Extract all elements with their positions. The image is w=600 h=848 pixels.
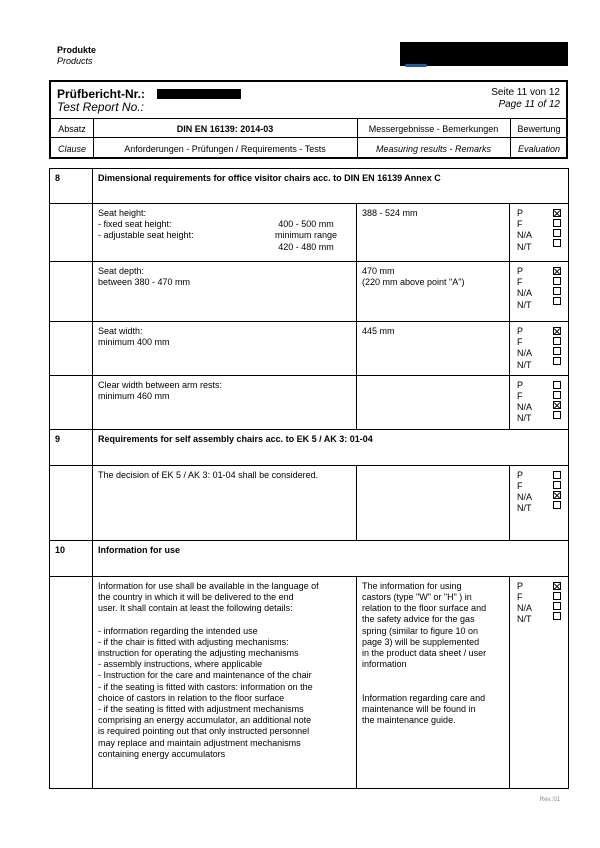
requirement-row xyxy=(50,465,569,540)
evaluation-label: N/A xyxy=(517,348,533,359)
evaluation-group xyxy=(515,266,563,311)
evaluation-checkboxes xyxy=(553,470,563,515)
report-number-label-de: Prüfbericht-Nr.: xyxy=(57,87,146,101)
section-number: 9 xyxy=(50,429,93,465)
section-title: Information for use xyxy=(93,540,569,576)
requirement-cell xyxy=(93,262,357,322)
empty-clause-cell xyxy=(50,465,93,540)
evaluation-label: F xyxy=(517,219,523,230)
empty-box-icon[interactable] xyxy=(553,481,561,489)
col-clause: Clause xyxy=(57,144,86,154)
evaluation-labels xyxy=(517,326,532,371)
empty-box-icon[interactable] xyxy=(553,602,561,610)
requirement-row xyxy=(50,375,569,429)
evaluation-checkboxes xyxy=(553,266,563,311)
empty-box-icon[interactable] xyxy=(553,357,561,365)
report-number-label-en: Test Report No.: xyxy=(57,100,144,114)
empty-box-icon[interactable] xyxy=(553,381,561,389)
redacted-logo xyxy=(400,42,568,66)
requirement-row xyxy=(50,204,569,262)
empty-box-icon[interactable] xyxy=(553,471,561,479)
empty-box-icon[interactable] xyxy=(553,411,561,419)
evaluation-label: N/T xyxy=(517,359,532,370)
empty-box-icon[interactable] xyxy=(553,239,561,247)
evaluation-checkboxes xyxy=(553,581,563,626)
measurement-result: 470 mm (220 mm above point "A") xyxy=(362,266,465,288)
evaluation-label: N/T xyxy=(517,413,532,424)
empty-clause-cell xyxy=(50,322,93,376)
evaluation-label: F xyxy=(517,480,523,491)
evaluation-label: N/T xyxy=(517,503,532,514)
report-header xyxy=(49,80,568,159)
checked-box-icon[interactable] xyxy=(553,267,561,275)
empty-clause-cell xyxy=(50,576,93,788)
section-header-row xyxy=(50,429,569,465)
evaluation-label: N/T xyxy=(517,299,532,310)
requirement-row xyxy=(50,576,569,788)
requirement-cell xyxy=(93,322,357,376)
requirement-line xyxy=(98,242,351,253)
measurement-result: The information for using castors (type "W" or "H" ) in relation to the floor surface and the safety advice for the gas spring (similar to figure 10 on page 3) will be supplemented in the product data sheet / user information Information regarding care and maintenance will be found in the maintenance guide. xyxy=(362,580,487,726)
col-mess: Messergebnisse - Bemerkungen xyxy=(368,124,499,134)
requirement-cell xyxy=(93,375,357,429)
evaluation-label: N/A xyxy=(517,402,533,413)
page-number-en: Page 11 of 12 xyxy=(498,99,560,110)
section-title: Requirements for self assembly chairs acc. to EK 5 / AK 3: 01-04 xyxy=(93,429,569,465)
evaluation-label: F xyxy=(517,591,523,602)
requirement-text: minimum 460 mm xyxy=(98,390,170,401)
result-cell xyxy=(357,465,510,540)
measurement-result: 388 - 524 mm xyxy=(362,208,418,218)
measurement-result: 445 mm xyxy=(362,326,395,336)
empty-box-icon[interactable] xyxy=(553,391,561,399)
evaluation-cell xyxy=(510,375,569,429)
evaluation-labels xyxy=(517,380,532,425)
evaluation-group xyxy=(515,380,563,425)
requirement-title: Seat height: xyxy=(98,208,147,218)
evaluation-cell xyxy=(510,465,569,540)
empty-clause-cell xyxy=(50,204,93,262)
requirement-row xyxy=(50,322,569,376)
evaluation-cell xyxy=(510,322,569,376)
requirement-title: Seat depth: xyxy=(98,266,145,276)
evaluation-label: F xyxy=(517,390,523,401)
evaluation-label: N/T xyxy=(517,614,532,625)
empty-box-icon[interactable] xyxy=(553,229,561,237)
logo-accent xyxy=(405,64,427,67)
requirement-label: - fixed seat height: xyxy=(98,219,172,230)
evaluation-label: P xyxy=(517,266,524,276)
evaluation-labels xyxy=(517,266,532,311)
col-standard: DIN EN 16139: 2014-03 xyxy=(176,124,274,134)
evaluation-label: N/A xyxy=(517,230,533,241)
result-cell xyxy=(357,322,510,376)
evaluation-labels xyxy=(517,581,532,626)
evaluation-label: P xyxy=(517,208,524,218)
result-cell xyxy=(357,576,510,788)
col-measuring: Measuring results - Remarks xyxy=(375,144,492,154)
empty-box-icon[interactable] xyxy=(553,501,561,509)
requirement-value: 420 - 480 mm xyxy=(278,241,334,252)
requirement-cell xyxy=(93,576,357,788)
col-absatz: Absatz xyxy=(58,124,86,134)
requirement-title: Clear width between arm rests: xyxy=(98,379,223,390)
col-requirements: Anforderungen - Prüfungen / Requirements - Tests xyxy=(124,144,326,154)
evaluation-label: P xyxy=(517,379,524,390)
empty-box-icon[interactable] xyxy=(553,287,561,295)
requirement-label: - adjustable seat height: xyxy=(98,230,194,241)
evaluation-labels xyxy=(517,208,532,253)
evaluation-cell xyxy=(510,204,569,262)
section-header-row xyxy=(50,169,569,204)
checked-box-icon[interactable] xyxy=(553,327,561,335)
evaluation-group xyxy=(515,470,563,515)
evaluation-group xyxy=(515,581,563,626)
checked-box-icon[interactable] xyxy=(553,582,561,590)
evaluation-checkboxes xyxy=(553,208,563,253)
result-cell xyxy=(357,262,510,322)
requirement-line xyxy=(98,230,351,241)
requirement-text: between 380 - 470 mm xyxy=(98,277,191,288)
requirement-text: minimum 400 mm xyxy=(98,337,170,348)
empty-box-icon[interactable] xyxy=(553,337,561,345)
checked-box-icon[interactable] xyxy=(553,401,561,409)
checked-box-icon[interactable] xyxy=(553,209,561,217)
requirement-title: Information for use shall be available in the language of the country in which it will be delivered to the end user. It shall contain at least the following details: - information regarding the intended use - if the chair is fitted with adjusting mechanisms: instruction for operating the adjusting mechanisms - assembly instructions, where applicable - Instruction for the care and maintenance of the chair - if the seating is fitted with castors: information on the choice of castors in relation to the floor surface - if the seating is fitted with adjustment mechanisms comprising an energy accumulator, an additional note is required pointing out that only instructed personnel may replace and maintain adjustment mechanisms containing energy accumulators xyxy=(98,580,319,759)
requirement-title: Seat width: xyxy=(98,326,143,336)
evaluation-label: P xyxy=(517,580,524,591)
products-de: Produkte xyxy=(57,45,97,55)
result-cell xyxy=(357,204,510,262)
products-label xyxy=(57,45,96,67)
col-bewertung: Bewertung xyxy=(517,124,561,134)
empty-box-icon[interactable] xyxy=(553,277,561,285)
test-results-table xyxy=(49,168,569,789)
redacted-mark xyxy=(213,97,221,98)
empty-clause-cell xyxy=(50,375,93,429)
products-en: Products xyxy=(57,56,93,66)
result-cell xyxy=(357,375,510,429)
requirement-cell xyxy=(93,465,357,540)
requirement-row xyxy=(50,262,569,322)
evaluation-label: N/T xyxy=(517,241,532,252)
requirement-title: The decision of EK 5 / AK 3: 01-04 shall be considered. xyxy=(98,469,319,480)
evaluation-label: P xyxy=(517,326,524,336)
requirement-value: 400 - 500 mm xyxy=(278,219,334,230)
empty-box-icon[interactable] xyxy=(553,612,561,620)
section-title: Dimensional requirements for office visitor chairs acc. to DIN EN 16139 Annex C xyxy=(93,169,569,204)
evaluation-cell xyxy=(510,576,569,788)
evaluation-label: P xyxy=(517,469,524,480)
evaluation-label: F xyxy=(517,337,523,348)
header-divider xyxy=(51,118,566,119)
evaluation-label: N/A xyxy=(517,492,533,503)
evaluation-label: F xyxy=(517,277,523,288)
empty-box-icon[interactable] xyxy=(553,347,561,355)
evaluation-checkboxes xyxy=(553,326,563,371)
empty-clause-cell xyxy=(50,262,93,322)
requirement-cell xyxy=(93,204,357,262)
requirement-line xyxy=(98,219,351,230)
empty-box-icon[interactable] xyxy=(553,592,561,600)
evaluation-cell xyxy=(510,262,569,322)
evaluation-label: N/A xyxy=(517,603,533,614)
checked-box-icon[interactable] xyxy=(553,491,561,499)
requirement-value: minimum range xyxy=(274,230,338,241)
redacted-report-number xyxy=(157,89,241,99)
header-row-divider xyxy=(51,137,566,138)
section-header-row xyxy=(50,540,569,576)
empty-box-icon[interactable] xyxy=(553,297,561,305)
evaluation-group xyxy=(515,208,563,253)
page-number-de: Seite 11 von 12 xyxy=(491,87,560,98)
evaluation-labels xyxy=(517,470,532,515)
empty-box-icon[interactable] xyxy=(553,219,561,227)
section-number: 10 xyxy=(50,540,93,576)
section-number: 8 xyxy=(50,169,93,204)
evaluation-label: N/A xyxy=(517,288,533,299)
revision-label: Rev.:01 xyxy=(539,797,560,803)
col-evaluation: Evaluation xyxy=(517,144,561,154)
evaluation-group xyxy=(515,326,563,371)
evaluation-checkboxes xyxy=(553,380,563,425)
